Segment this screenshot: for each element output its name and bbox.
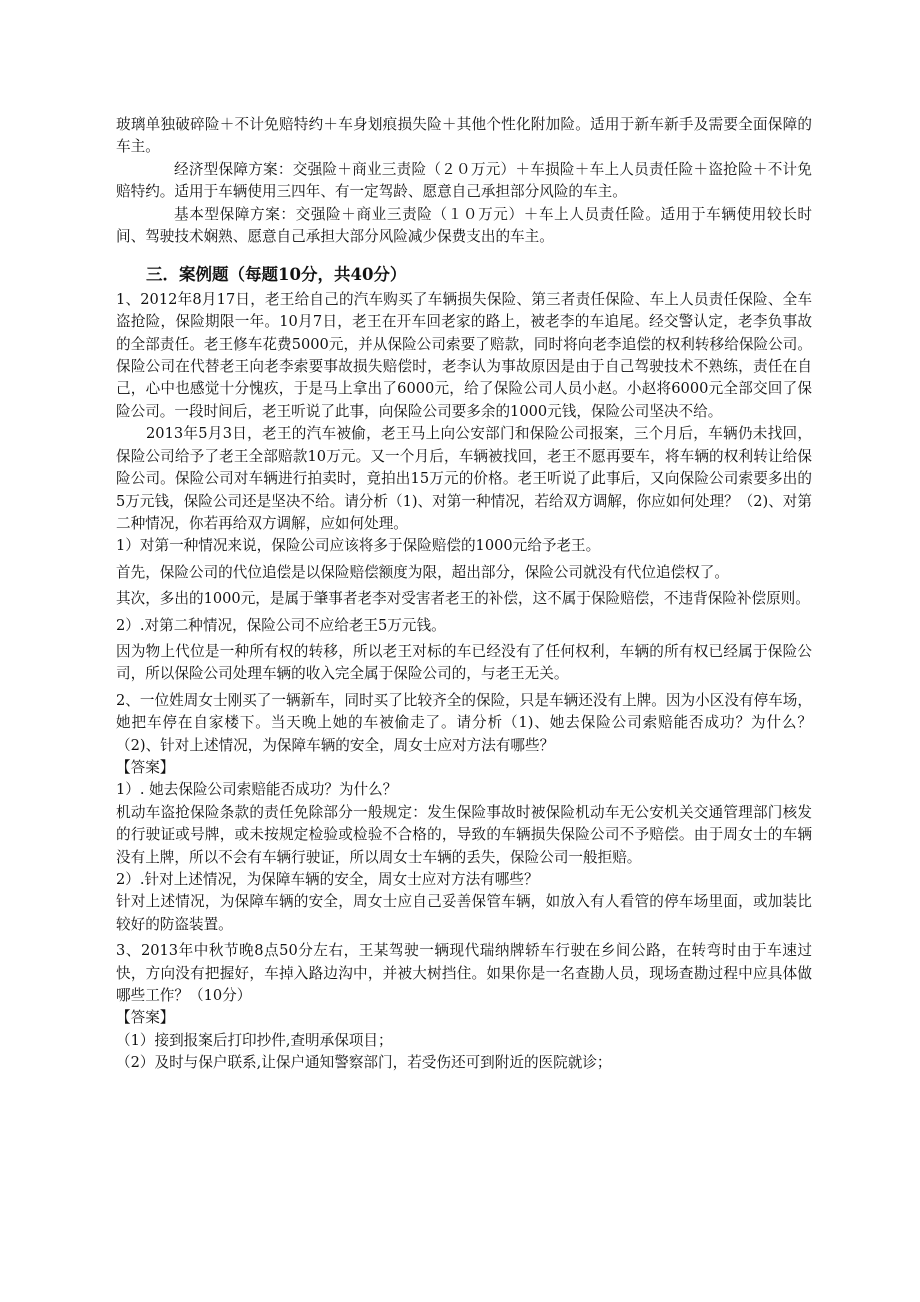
case2-answer-3: 2）.针对上述情况，为保障车辆的安全，周女士应对方法有哪些？ xyxy=(116,871,539,888)
case2-answer-4: 针对上述情况，为保障车辆的安全，周女士应自己妥善保管车辆，如放入有人看管的停车场里面，或加装比较好的防盗装置。 xyxy=(116,893,812,933)
case2-answer-label: 【答案】 xyxy=(116,758,175,776)
case2-answer-2: 机动车盗抢保险条款的责任免除部分一般规定：发生保险事故时被保险机动车无公安机关交通管理部门核发的行驶证或号牌，或未按规定检验或检验不合格的，导致的车辆损失保险公司不予赔偿。由于周女士的车辆没有上牌，所以不会有车辆行驶证，所以周女士车辆的丢失，保险公司一般拒赔。 xyxy=(116,803,812,866)
case2-question: 2、一位姓周女士刚买了一辆新车，同时买了比较齐全的保险，只是车辆还没有上牌。因为小区没有停车场，她把车停在自家楼下。当天晚上她的车被偷走了。请分析（1)、她去保险公司索赔能否成功？为什么？（2)、针对上述情况，为保障车辆的安全，周女士应对方法有哪些？ xyxy=(116,691,812,754)
case3-answer-1: （1）接到报案后打印抄件,查明承保项目； xyxy=(116,1031,393,1049)
paragraph-comprehensive-plan-end: 玻璃单独破碎险＋不计免赔特约＋车身划痕损失险＋其他个性化附加险。适用于新车新手及需要全面保障的车主。 xyxy=(116,116,812,156)
case1-question-part2: 2013年5月3日，老王的汽车被偷，老王马上向公安部门和保险公司报案，三个月后，车辆仍未找回，保险公司给予了老王全部赔款10万元。又一个月后，车辆被找回，老王不愿再要车，将车辆的权利转让给保险公司。保险公司对车辆进行拍卖时，竟拍出15万元的价格。老王听说了此事后，又向保险公司索要多出的5万元钱，保险公司还是坚决不给。请分析（1)、对第一种情况，若给双方调解，你应如何处理？（2)、对第二种情况，你若再给双方调解，应如何处理。 xyxy=(116,425,812,532)
case3-answer-label: 【答案】 xyxy=(116,1009,175,1027)
paragraph-economic-plan: 经济型保障方案：交强险＋商业三责险（２０万元）＋车损险＋车上人员责任险＋盗抢险＋不计免赔特约。适用于车辆使用三四年、有一定驾龄、愿意自己承担部分风险的车主。 xyxy=(116,160,812,201)
paragraph-basic-plan: 基本型保障方案：交强险＋商业三责险（１０万元）＋车上人员责任险。适用于车辆使用较长时间、驾驶技术娴熟、愿意自己承担大部分风险减少保费支出的车主。 xyxy=(116,205,812,246)
case1-answer-5: 因为物上代位是一种所有权的转移，所以老王对标的车已经没有了任何权利，车辆的所有权已经属于保险公司，所以保险公司处理车辆的收入完全属于保险公司的，与老王无关。 xyxy=(116,642,812,683)
document-body xyxy=(116,114,812,1075)
case1-answer-2: 首先，保险公司的代位追偿是以保险赔偿额度为限，超出部分，保险公司就没有代位追偿权了。 xyxy=(116,563,729,581)
case2-answer-1: 1）. 她去保险公司索赔能否成功？为什么？ xyxy=(116,781,398,799)
case1-answer-1: 1）对第一种情况来说，保险公司应该将多于保险赔偿的1000元给予老王。 xyxy=(116,537,601,555)
section-heading-case-questions: 三．案例题（每题10分，共40分） xyxy=(146,265,407,285)
case1-answer-4: 2）.对第二种情况，保险公司不应给老王5万元钱。 xyxy=(116,616,446,634)
case1-answer-3: 其次，多出的1000元，是属于肇事者老李对受害者老王的补偿，这不属于保险赔偿，不违背保险补偿原则。 xyxy=(116,590,810,608)
case1-question-part1: 1、2012年8月17日，老王给自己的汽车购买了车辆损失保险、第三者责任保险、车上人员责任保险、全车盗抢险，保险期限一年。10月7日，老王在开车回老家的路上，被老李的车追尾。经交警认定，老李负事故的全部责任。老王修车花费5000元，并从保险公司索要了赔款，同时将向老李追偿的权利转移给保险公司。保险公司在代替老王向老李索要事故损失赔偿时，老李认为事故原因是由于自己驾驶技术不熟练，责任在自己，心中也感觉十分愧疚，于是马上拿出了6000元，给了保险公司人员小赵。小赵将6000元全部交回了保险公司。一段时间后，老王听说了此事，向保险公司要多余的1000元钱，保险公司坚决不给。 xyxy=(116,290,812,420)
case3-answer-2: （2）及时与保户联系,让保户通知警察部门，若受伤还可到附近的医院就诊； xyxy=(116,1054,612,1072)
case3-question: 3、2013年中秋节晚8点50分左右，王某驾驶一辆现代瑞纳牌轿车行驶在乡间公路，在转弯时由于车速过快，方向没有把握好，车掉入路边沟中，并被大树挡住。如果你是一名查勘人员，现场查勘过程中应具体做哪些工作？（10分） xyxy=(116,942,812,1005)
